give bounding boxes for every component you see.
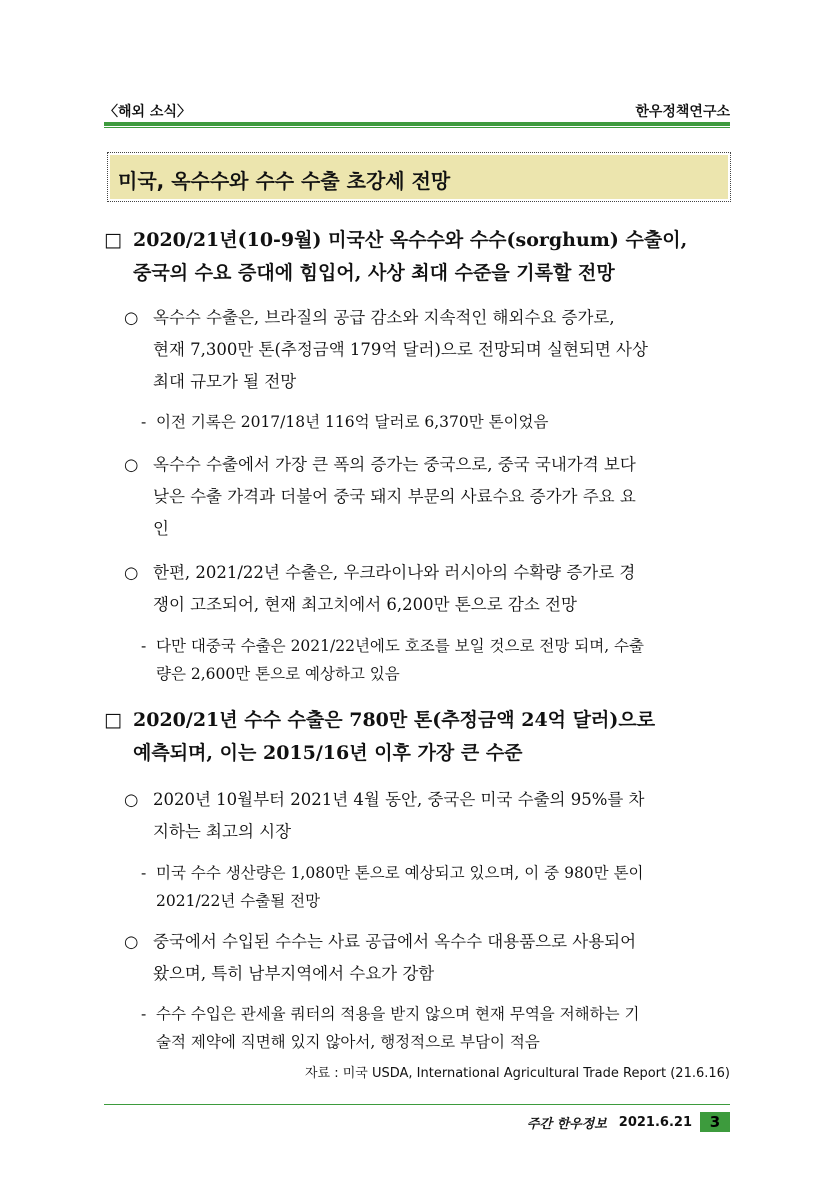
bullet-line: 옥수수 수출은, 브라질의 공급 감소와 지속적인 해외수요 증가로, — [153, 308, 615, 327]
sub-item — [141, 859, 733, 915]
bullet-item — [124, 784, 734, 848]
bullet-line: 2020년 10월부터 2021년 4월 동안, 중국은 미국 수출의 95%를 차 — [153, 790, 645, 809]
page-footer — [527, 1111, 730, 1133]
bullet-line: 옥수수 수출에서 가장 큰 폭의 증가는 중국으로, 중국 국내가격 보다 — [153, 455, 636, 474]
section-heading-line: 2020/21년 수수 수출은 780만 톤(추정금액 24억 달러)으로 — [133, 709, 656, 731]
sub-marker: - — [141, 413, 147, 431]
article-title: 미국, 옥수수와 수수 수출 초강세 전망 — [118, 169, 451, 193]
bullet-line: 낮은 수출 가격과 더불어 중국 돼지 부문의 사료수요 증가가 주요 요 — [153, 487, 636, 506]
header-section-label: 〈해외 소식〉 — [104, 104, 191, 120]
section-heading-2 — [104, 704, 734, 770]
bullet-line: 쟁이 고조되어, 현재 최고치에서 6,200만 톤으로 감소 전망 — [153, 595, 577, 614]
sub-line: 술적 제약에 직면해 있지 않아서, 행정적으로 부담이 적음 — [156, 1033, 540, 1051]
bullet-line: 현재 7,300만 톤(추정금액 179억 달러)으로 전망되며 실현되면 사상 — [153, 340, 648, 359]
sub-marker: - — [141, 864, 147, 882]
header-rule-thin — [104, 127, 730, 128]
bullet-line: 왔으며, 특히 남부지역에서 수요가 강함 — [153, 964, 435, 983]
bullet-marker: ○ — [124, 932, 139, 951]
sub-item — [141, 632, 733, 688]
bullet-line: 중국에서 수입된 수수는 사료 공급에서 옥수수 대용품으로 사용되어 — [153, 932, 637, 951]
footer-publication: 주간 한우정보 — [526, 1116, 607, 1132]
source-citation: 자료 : 미국 USDA, International Agricultural Trade Report (21.6.16) — [304, 1066, 730, 1081]
page-number: 3 — [700, 1112, 730, 1132]
sub-line: 이전 기록은 2017/18년 116억 달러로 6,370만 톤이었음 — [156, 413, 549, 431]
bullet-line: 지하는 최고의 시장 — [153, 822, 292, 841]
bullet-marker: ○ — [124, 308, 139, 327]
section-heading-line: 2020/21년(10-9월) 미국산 옥수수와 수수(sorghum) 수출이, — [133, 229, 688, 251]
header-rule — [104, 122, 730, 126]
sub-item — [141, 1000, 733, 1056]
bullet-line: 인 — [153, 519, 169, 538]
sub-line: 수수 수입은 관세율 쿼터의 적용을 받지 않으며 현재 무역을 저해하는 기 — [156, 1005, 640, 1023]
bullet-item — [124, 557, 734, 621]
page-header — [104, 97, 730, 121]
section-marker: □ — [104, 709, 122, 731]
bullet-item — [124, 926, 734, 990]
article-title-box — [107, 152, 731, 202]
sub-line: 2021/22년 수출될 전망 — [156, 892, 321, 910]
footer-rule — [104, 1104, 730, 1105]
bullet-item — [124, 302, 734, 398]
bullet-item — [124, 449, 734, 545]
sub-line: 다만 대중국 수출은 2021/22년에도 호조를 보일 것으로 전망 되며, 수출 — [156, 637, 644, 655]
sub-marker: - — [141, 1005, 147, 1023]
bullet-line: 한편, 2021/22년 수출은, 우크라이나와 러시아의 수확량 증가로 경 — [153, 563, 636, 582]
sub-marker: - — [141, 637, 147, 655]
footer-date: 2021.6.21 — [618, 1114, 692, 1130]
sub-line: 미국 수수 생산량은 1,080만 톤으로 예상되고 있으며, 이 중 980만 톤이 — [156, 864, 644, 882]
bullet-marker: ○ — [124, 563, 139, 582]
section-marker: □ — [104, 229, 122, 251]
section-heading-line: 예측되며, 이는 2015/16년 이후 가장 큰 수준 — [133, 742, 523, 764]
bullet-line: 최대 규모가 될 전망 — [153, 372, 297, 391]
bullet-marker: ○ — [124, 790, 139, 809]
bullet-marker: ○ — [124, 455, 139, 474]
sub-item — [141, 408, 733, 436]
sub-line: 량은 2,600만 톤으로 예상하고 있음 — [156, 665, 400, 683]
header-org-name: 한우정책연구소 — [635, 104, 730, 120]
section-heading-line: 중국의 수요 증대에 힘입어, 사상 최대 수준을 기록할 전망 — [133, 262, 615, 284]
section-heading-1 — [104, 224, 734, 290]
